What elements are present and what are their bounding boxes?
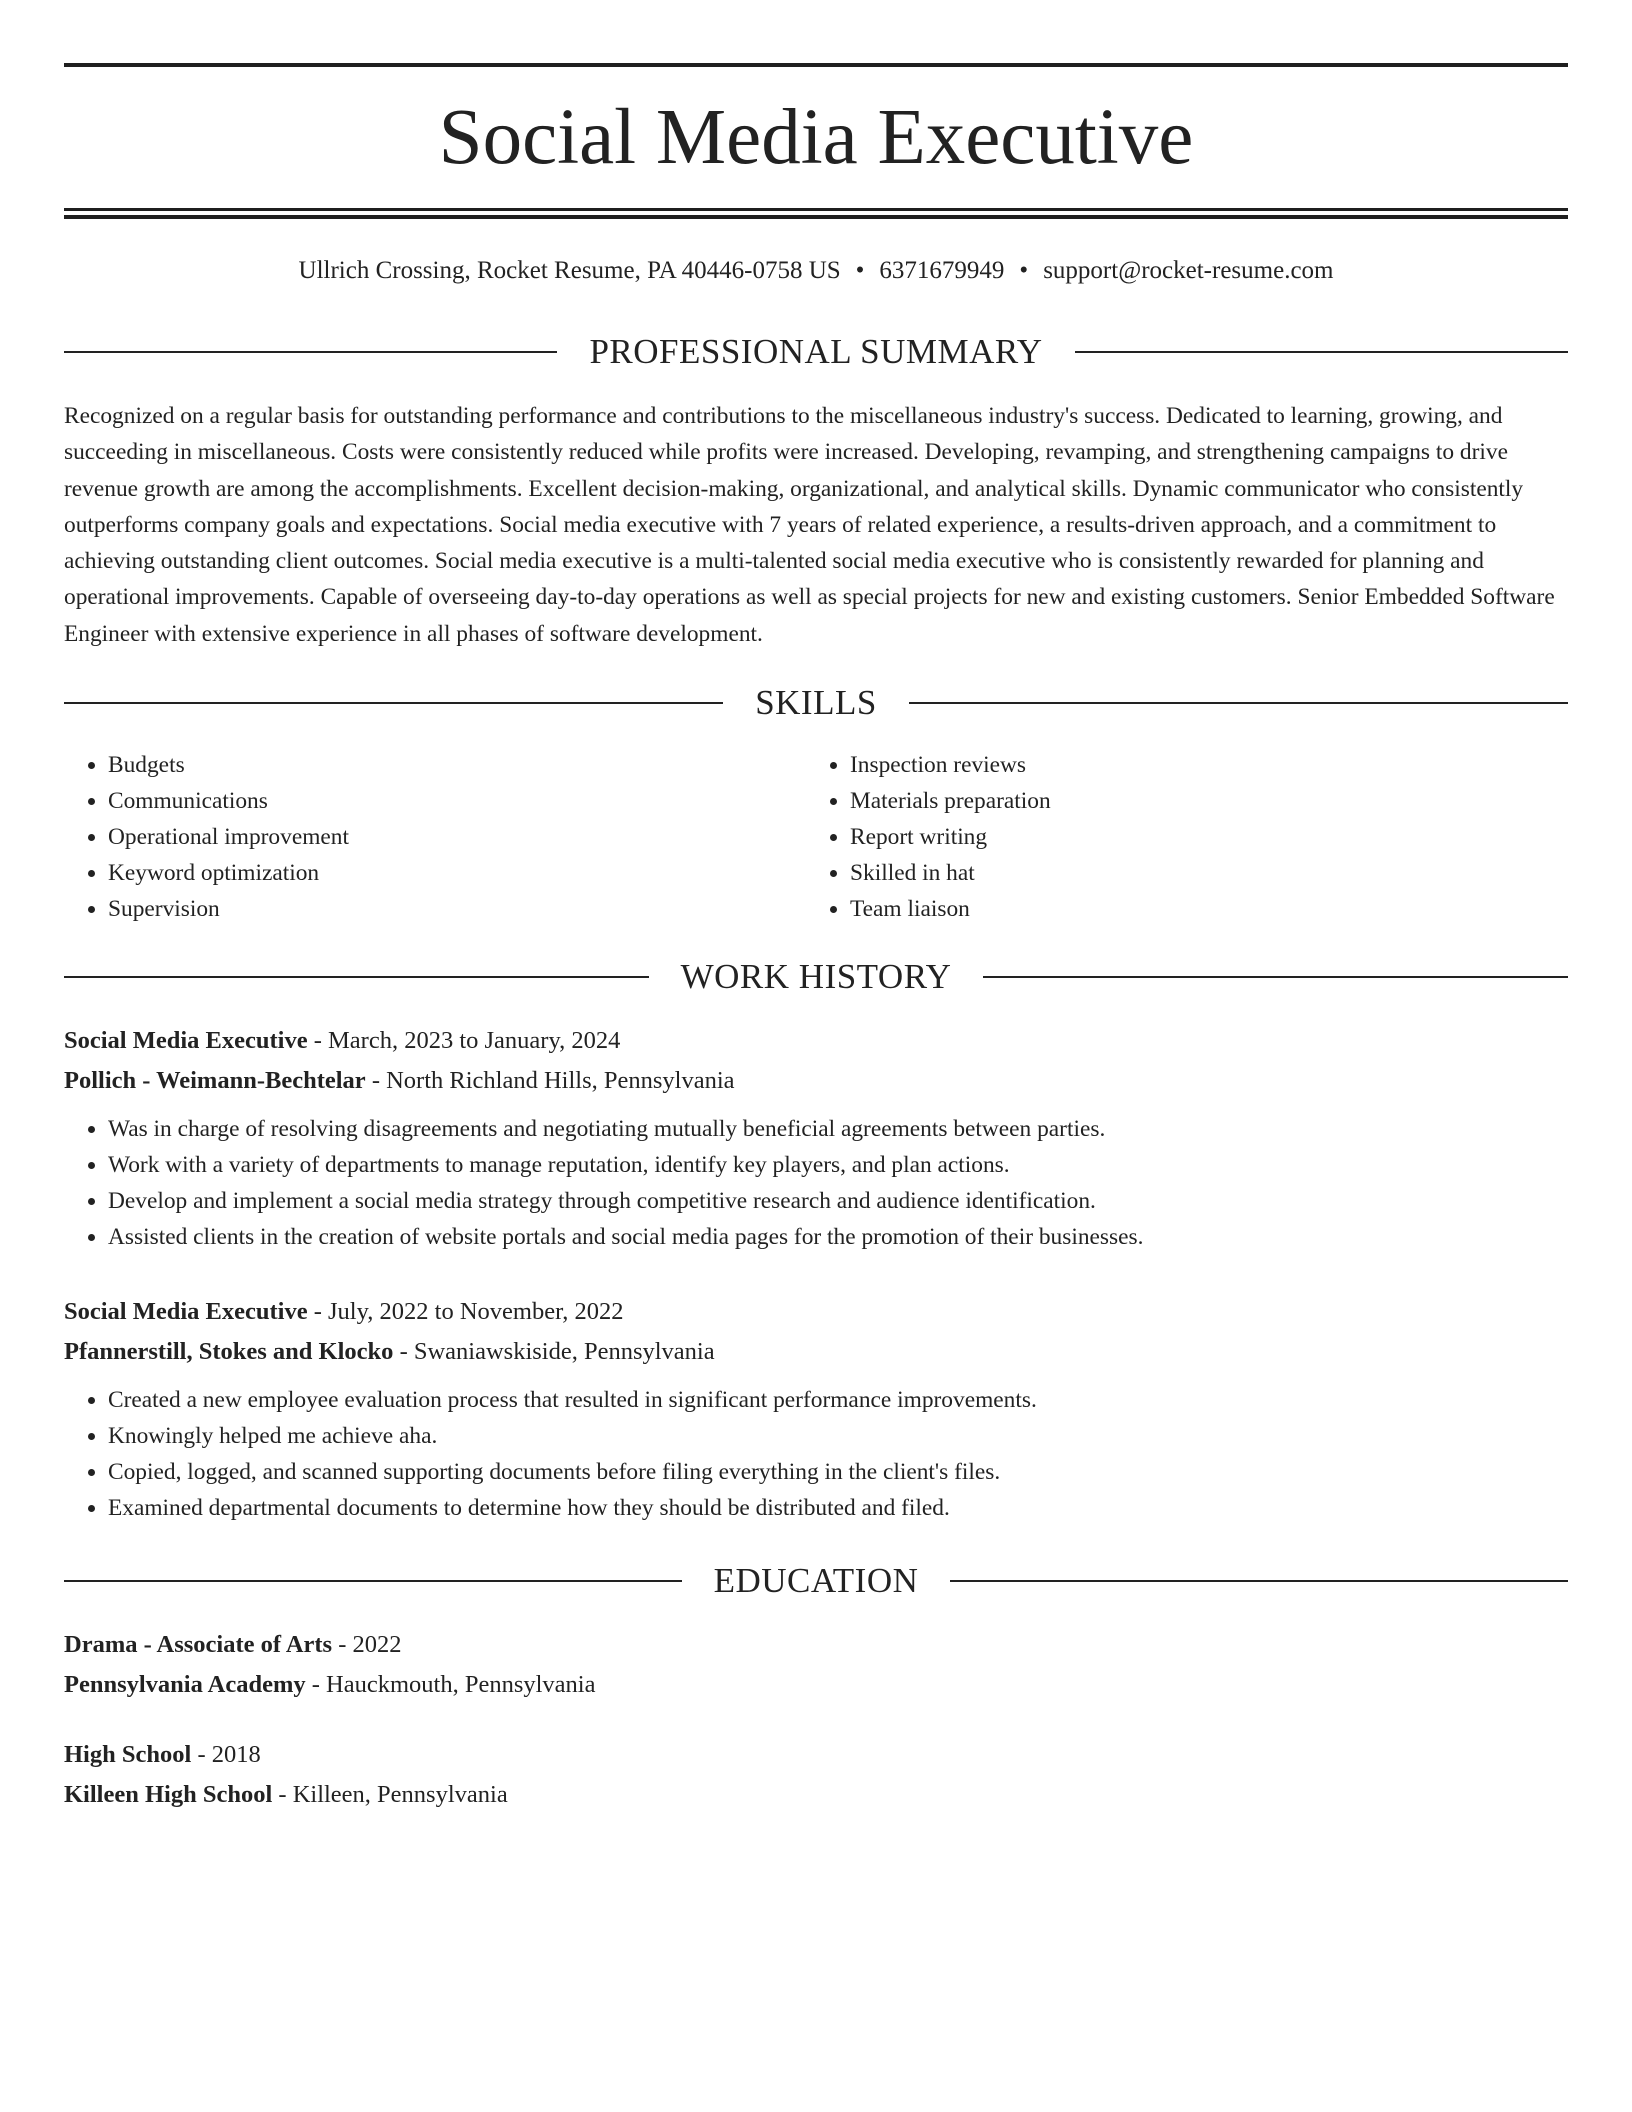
skills-column-right <box>806 747 1548 927</box>
education-year: - 2018 <box>191 1741 261 1768</box>
skill-item: • Skilled in hat <box>850 855 1548 891</box>
job-title: Social Media Executive <box>64 1298 308 1325</box>
job-company-line <box>64 1332 1568 1372</box>
resume-title: Social Media Executive <box>438 94 1194 181</box>
education-location: - Hauckmouth, Pennsylvania <box>305 1671 596 1698</box>
job-company: Pfannerstill, Stokes and Klocko <box>64 1338 394 1365</box>
heading-rule-left <box>64 976 649 978</box>
heading-rule-right <box>983 976 1568 978</box>
section-title-skills: SKILLS <box>755 683 877 722</box>
section-heading-summary <box>64 330 1568 374</box>
education-entry <box>64 1625 1568 1705</box>
job-bullet: • Develop and implement a social media strategy through competitive research and audience identification. <box>108 1183 1568 1219</box>
skill-item: • Team liaison <box>850 891 1548 927</box>
job-location: - North Richland Hills, Pennsylvania <box>365 1067 735 1094</box>
section-heading-education <box>64 1559 1568 1603</box>
skill-item: • Budgets <box>108 747 806 783</box>
skill-item: • Inspection reviews <box>850 747 1548 783</box>
header-double-rule-lower <box>64 215 1568 219</box>
skill-item: • Materials preparation <box>850 783 1548 819</box>
education-degree-line <box>64 1735 1568 1775</box>
section-heading-skills <box>64 681 1568 725</box>
job-company-line <box>64 1061 1568 1101</box>
skill-item: • Communications <box>108 783 806 819</box>
heading-rule-left <box>64 1580 682 1582</box>
section-title-education: EDUCATION <box>713 1561 919 1600</box>
contact-separator: • <box>855 257 865 284</box>
job-bullet: • Work with a variety of departments to manage reputation, identify key players, and plan actions. <box>108 1147 1568 1183</box>
job-bullet: • Copied, logged, and scanned supporting documents before filing everything in the client's files. <box>108 1454 1568 1490</box>
heading-rule-right <box>950 1580 1568 1582</box>
heading-rule-right <box>909 702 1568 704</box>
job-dates: - July, 2022 to November, 2022 <box>307 1298 624 1325</box>
header-top-rule <box>64 63 1568 67</box>
job-bullet: • Knowingly helped me achieve aha. <box>108 1418 1568 1454</box>
contact-line <box>64 252 1568 290</box>
job-bullet: • Created a new employee evaluation process that resulted in significant performance improvements. <box>108 1382 1568 1418</box>
job-bullets <box>64 1111 1568 1255</box>
contact-email: support@rocket-resume.com <box>1043 257 1334 284</box>
job-bullets <box>64 1382 1568 1526</box>
job-bullet: • Assisted clients in the creation of website portals and social media pages for the promotion of their businesses. <box>108 1219 1568 1255</box>
skill-item: • Keyword optimization <box>108 855 806 891</box>
contact-address: Ullrich Crossing, Rocket Resume, PA 40446-0758 US <box>298 257 841 284</box>
education-degree: Drama - Associate of Arts <box>64 1631 333 1658</box>
skills-column-left <box>64 747 806 927</box>
job-dates: - March, 2023 to January, 2024 <box>307 1027 621 1054</box>
header-double-rule-upper <box>64 208 1568 211</box>
section-title-work-history: WORK HISTORY <box>680 957 952 996</box>
education-school: Killeen High School <box>64 1781 273 1808</box>
heading-rule-left <box>64 351 557 353</box>
job-company: Pollich - Weimann-Bechtelar <box>64 1067 366 1094</box>
education-degree: High School <box>64 1741 192 1768</box>
job-bullet: • Examined departmental documents to determine how they should be distributed and filed. <box>108 1490 1568 1526</box>
skill-item: • Operational improvement <box>108 819 806 855</box>
section-title-summary: PROFESSIONAL SUMMARY <box>589 332 1043 371</box>
section-heading-work-history <box>64 955 1568 999</box>
education-school-line <box>64 1775 1568 1815</box>
job-title-line <box>64 1292 1568 1332</box>
contact-phone: 6371679949 <box>879 257 1005 284</box>
education-location: - Killeen, Pennsylvania <box>272 1781 508 1808</box>
job-entry <box>64 1292 1568 1526</box>
job-bullet: • Was in charge of resolving disagreements and negotiating mutually beneficial agreements between parties. <box>108 1111 1568 1147</box>
education-degree-line <box>64 1625 1568 1665</box>
heading-rule-left <box>64 702 723 704</box>
heading-rule-right <box>1075 351 1568 353</box>
job-title: Social Media Executive <box>64 1027 308 1054</box>
summary-text: Recognized on a regular basis for outstanding performance and contributions to the miscellaneous industry's success. Dedicated to learning, growing, and succeeding in miscellaneous. Costs were consistently reduced while profits were increased. Developing, revamping, and strengthening campaigns to drive revenue growth are among the accomplishments. Excellent decision-making, organizational, and analytical skills. Dynamic communicator who consistently outperforms company goals and expectations. Social media executive with 7 years of related experience, a results-driven approach, and a commitment to achieving outstanding client outcomes. Social media executive is a multi-talented social media executive who is consistently rewarded for planning and operational improvements. Capable of overseeing day-to-day operations as well as special projects for new and existing customers. Senior Embedded Software Engineer with extensive experience in all phases of software development. <box>64 403 1555 647</box>
contact-separator: • <box>1019 257 1029 284</box>
skill-item: • Supervision <box>108 891 806 927</box>
skills-list <box>64 747 1568 927</box>
education-school: Pennsylvania Academy <box>64 1671 306 1698</box>
job-title-line <box>64 1021 1568 1061</box>
education-year: - 2022 <box>332 1631 402 1658</box>
education-entry <box>64 1735 1568 1815</box>
job-entry <box>64 1021 1568 1255</box>
skill-item: • Report writing <box>850 819 1548 855</box>
education-school-line <box>64 1665 1568 1705</box>
job-location: - Swaniawskiside, Pennsylvania <box>393 1338 715 1365</box>
